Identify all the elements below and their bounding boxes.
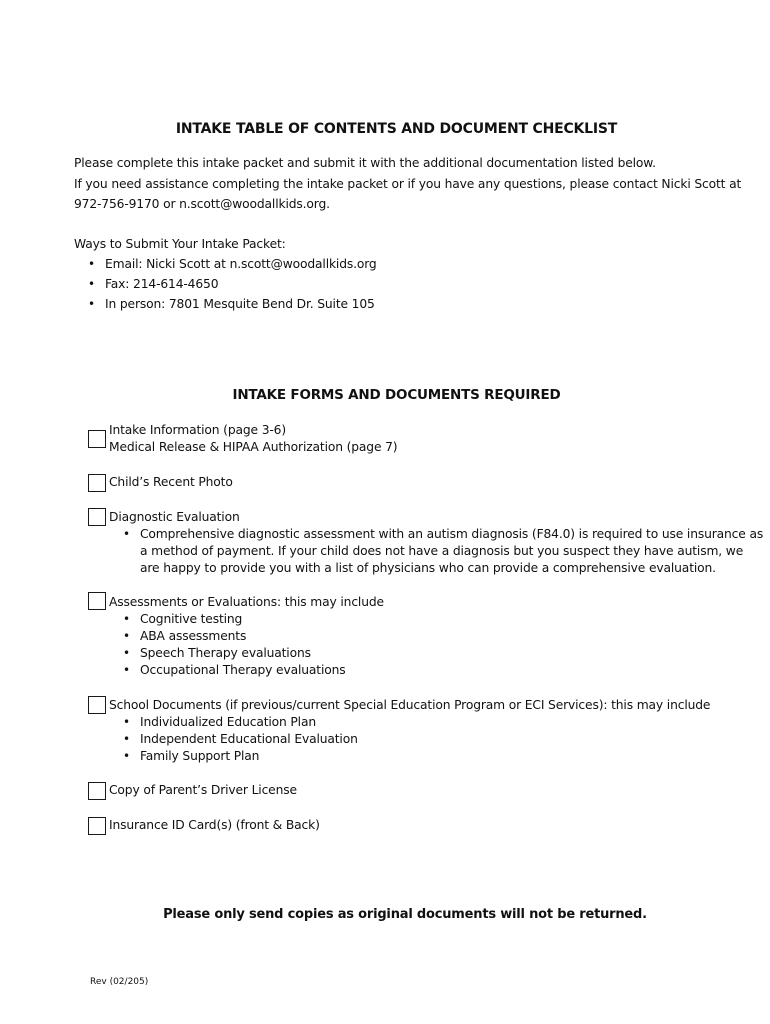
checklist-item-label: Insurance ID Card(s) (front & Back): [109, 818, 320, 832]
submit-method: • In person: 7801 Mesquite Bend Dr. Suite 105: [105, 297, 375, 311]
checkbox-school-documents[interactable]: [88, 696, 106, 714]
submit-method: • Email: Nicki Scott at n.scott@woodallkids.org: [105, 257, 377, 271]
intro-line: 972-756-9170 or n.scott@woodallkids.org.: [74, 197, 330, 211]
checkbox-diagnostic-evaluation[interactable]: [88, 508, 106, 526]
revision-label: Rev (02/205): [90, 977, 149, 987]
checklist-item-label: Medical Release & HIPAA Authorization (page 7): [109, 440, 398, 454]
checklist-item-label: Diagnostic Evaluation: [109, 510, 240, 524]
checklist-subitem: • Cognitive testing: [140, 612, 242, 626]
checklist-subitem: • Family Support Plan: [140, 749, 259, 763]
checklist-item-label: Assessments or Evaluations: this may include: [109, 595, 384, 609]
checklist-subitem: • Individualized Education Plan: [140, 715, 316, 729]
intro-line: Please complete this intake packet and submit it with the additional documentation listed below.: [74, 156, 656, 170]
checklist-item-label: Child’s Recent Photo: [109, 475, 233, 489]
checklist-subitem-continued: are happy to provide you with a list of physicians who can provide a comprehensive evaluation.: [140, 561, 716, 575]
checkbox-assessments[interactable]: [88, 592, 106, 610]
checklist-subitem: • Occupational Therapy evaluations: [140, 663, 346, 677]
checklist-subitem: • Speech Therapy evaluations: [140, 646, 311, 660]
intro-line: If you need assistance completing the intake packet or if you have any questions, please contact Nicki Scott at: [74, 177, 742, 191]
submit-method: • Fax: 214-614-4650: [105, 277, 218, 291]
footer-note: Please only send copies as original documents will not be returned.: [163, 907, 647, 922]
submit-heading: Ways to Submit Your Intake Packet:: [74, 237, 286, 251]
checkbox-drivers-license[interactable]: [88, 782, 106, 800]
checklist-subitem: • Comprehensive diagnostic assessment with an autism diagnosis (F84.0) is required to use insurance as: [140, 527, 763, 541]
checkbox-intake-information[interactable]: [88, 430, 106, 448]
page-title: INTAKE TABLE OF CONTENTS AND DOCUMENT CHECKLIST: [175, 121, 618, 137]
checklist-subitem-continued: a method of payment. If your child does not have a diagnosis but you suspect they have autism, we: [140, 544, 744, 558]
checklist-subitem: • ABA assessments: [140, 629, 246, 643]
checklist-item-label: Copy of Parent’s Driver License: [109, 783, 297, 797]
checkbox-childs-photo[interactable]: [88, 474, 106, 492]
checklist-subitem: • Independent Educational Evaluation: [140, 732, 358, 746]
checklist-item-label: Intake Information (page 3-6): [109, 423, 286, 437]
checklist-item-label: School Documents (if previous/current Special Education Program or ECI Services): this may include: [109, 698, 711, 712]
checkbox-insurance-id[interactable]: [88, 817, 106, 835]
required-heading: INTAKE FORMS AND DOCUMENTS REQUIRED: [232, 387, 561, 403]
